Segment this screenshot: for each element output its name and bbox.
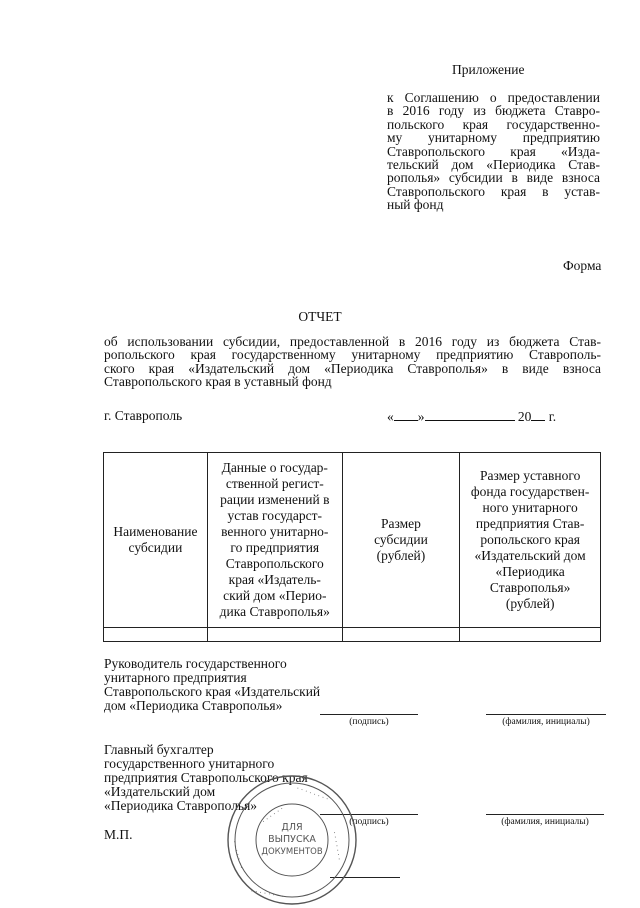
city-label: г. Ставрополь bbox=[104, 408, 183, 423]
stamp-line: ДОКУМЕНТОВ bbox=[261, 847, 323, 857]
subtitle-line: ского края «Издательский дом «Периодика Ставрополья» в виде взноса bbox=[104, 360, 601, 376]
report-subtitle bbox=[104, 335, 601, 389]
director-block bbox=[104, 657, 320, 713]
appendix-line: тельский дом «Периодика Став- bbox=[387, 157, 600, 173]
accountant-line: государственного унитарного bbox=[104, 756, 275, 771]
director-line: дом «Периодика Ставрополья» bbox=[104, 698, 283, 713]
director-line: унитарного предприятия bbox=[104, 670, 247, 685]
director-name-caption: (фамилия, инициалы) bbox=[502, 717, 590, 727]
subtitle-line: Ставропольского края в уставный фонд bbox=[104, 374, 332, 390]
header-fund-size: Размер уставного фонда государствен- ного унитарного предприятия Став- ропольского края «Издательский дом «Периодика Ставрополья» (рублей) bbox=[460, 453, 601, 628]
svg-text:· · · · · · · ·: · · · · · · · · bbox=[295, 784, 330, 804]
svg-text:· · · · · · · ·: · · · · · · · · bbox=[250, 886, 285, 900]
header-subsidy-amount: Размер субсидии (рублей) bbox=[342, 453, 460, 628]
accountant-name-field[interactable] bbox=[486, 814, 604, 815]
date-year: 20 bbox=[517, 409, 532, 424]
svg-text:· · · · · ·: · · · · · · bbox=[260, 805, 286, 826]
director-signature-field[interactable] bbox=[320, 714, 418, 715]
accountant-line: «Издательский дом bbox=[104, 784, 216, 799]
appendix-title: Приложение bbox=[452, 62, 525, 77]
date-line bbox=[387, 408, 556, 425]
day-blank bbox=[394, 408, 418, 421]
table-row bbox=[104, 628, 601, 642]
appendix-line: Ставропольского края в устав- bbox=[387, 183, 600, 199]
director-signature-caption: (подпись) bbox=[349, 717, 389, 727]
subsidy-table bbox=[103, 452, 601, 642]
svg-text:· · · · · · ·: · · · · · · · bbox=[330, 830, 343, 861]
form-label: Форма bbox=[563, 258, 602, 273]
table-cell[interactable] bbox=[207, 628, 342, 642]
accountant-line: предприятия Ставропольского края bbox=[104, 770, 308, 785]
table-cell[interactable] bbox=[104, 628, 208, 642]
appendix-line: польского края государственно- bbox=[387, 116, 600, 132]
subtitle-line: об использовании субсидии, предоставленной в 2016 году из бюджета Став- bbox=[104, 334, 601, 349]
header-registration-data: Данные о государ- ственной регист- рации изменений в устав государст- венного унитарно- го предприятия Ставропольского края «Издатель- ский дом «Перио- дика Ставрополья» bbox=[207, 453, 342, 628]
table-cell[interactable] bbox=[460, 628, 601, 642]
year-blank bbox=[531, 408, 545, 421]
appendix-line: му унитарному предприятию bbox=[387, 130, 600, 146]
table-cell[interactable] bbox=[342, 628, 460, 642]
director-line: Ставропольского края «Издательский bbox=[104, 684, 321, 699]
date-end: г. bbox=[545, 409, 557, 424]
appendix-line: Ставропольского края «Изда- bbox=[387, 143, 600, 159]
month-blank bbox=[425, 408, 515, 421]
date-quote-close: » bbox=[417, 409, 425, 424]
accountant-line: «Периодика Ставрополья» bbox=[104, 798, 258, 813]
accountant-name-caption: (фамилия, инициалы) bbox=[501, 817, 589, 827]
date-quote-open: « bbox=[387, 409, 394, 424]
header-subsidy-name: Наименование субсидии bbox=[104, 453, 208, 628]
stamp-seal bbox=[224, 772, 360, 908]
accountant-signature-caption: (подпись) bbox=[349, 817, 389, 827]
appendix-line: в 2016 году из бюджета Ставро- bbox=[387, 103, 600, 119]
table-header-row bbox=[104, 453, 601, 628]
stamp-line: ВЫПУСКА bbox=[268, 834, 316, 845]
accountant-line: Главный бухгалтер bbox=[104, 742, 214, 757]
appendix-line: к Соглашению о предоставлении bbox=[387, 90, 600, 105]
report-title: ОТЧЕТ bbox=[298, 309, 342, 324]
appendix-line: рополья» субсидии в виде взноса bbox=[387, 170, 600, 186]
stamp-line: ДЛЯ bbox=[281, 822, 303, 833]
svg-text:· · · · · · ·: · · · · · · · bbox=[230, 839, 246, 870]
director-name-field[interactable] bbox=[486, 714, 606, 715]
subtitle-line: ропольского края государственному унитарному предприятию Ставрополь- bbox=[104, 347, 601, 363]
director-line: Руководитель государственного bbox=[104, 656, 287, 671]
appendix-line: ный фонд bbox=[387, 197, 444, 213]
seal-label: М.П. bbox=[104, 827, 133, 842]
appendix-text bbox=[387, 91, 600, 212]
